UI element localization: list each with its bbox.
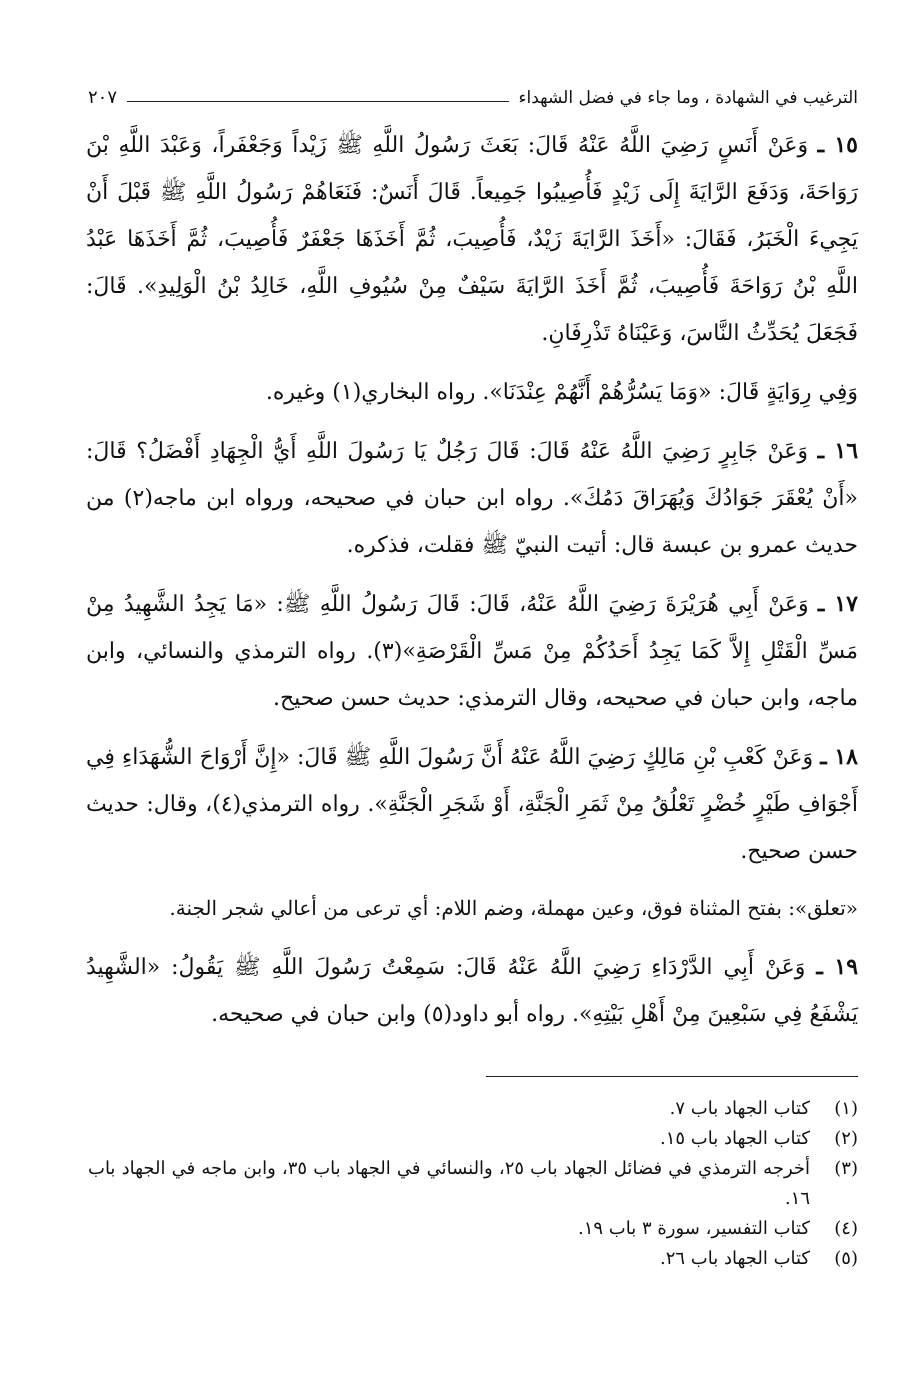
footnote-3 [88, 1154, 858, 1214]
footnote-number: (٤) [834, 1218, 858, 1239]
hadith-15 [86, 122, 858, 357]
header-rule [127, 101, 509, 102]
hadith-text: وَعَنْ جَابِرٍ رَضِيَ اللَّهُ عَنْهُ قَالَ: قَالَ رَجُلٌ يَا رَسُولَ اللَّهِ أَيُّ الْجِهَادِ أَفْضَلُ؟ قَالَ: «أَنْ يُعْقَرَ جَوَادُكَ وَيُهَرَاقَ دَمُكَ». رواه ابن حبان في صحيحه، ورواه ابن ماجه(٢) من حديث عمرو بن عبسة قال: أتيت النبيّ ﷺ فقلت، فذكره. [86, 439, 858, 558]
running-header [88, 78, 858, 108]
hadith-text: وَعَنْ أَبِي الدَّرْدَاءِ رَضِيَ اللَّهُ عَنْهُ قَالَ: سَمِعْتُ رَسُولَ اللَّهِ ﷺ يَقُولُ: «الشَّهِيدُ يَشْفَعُ فِي سَبْعِينَ مِنْ أَهْلِ بَيْتِهِ». رواه أبو داود(٥) وابن حبان في صحيحه. [86, 955, 858, 1027]
footnote-1 [88, 1094, 858, 1124]
hadith-text: وَعَنْ أَبِي هُرَيْرَةَ رَضِيَ اللَّهُ عَنْهُ، قَالَ: قَالَ رَسُولُ اللَّهِ ﷺ: «مَا يَجِدُ الشَّهِيدُ مِنْ مَسِّ الْقَتْلِ إِلاَّ كَمَا يَجِدُ أَحَدُكُمْ مِنْ مَسِّ الْقَرْصَةِ»(٣). رواه الترمذي والنسائي، وابن ماجه، وابن حبان في صحيحه، وقال الترمذي: حديث حسن صحيح. [86, 592, 859, 711]
hadith-text: وَعَنْ أَنَسٍ رَضِيَ اللَّهُ عَنْهُ قَالَ: بَعَثَ رَسُولُ اللَّهِ ﷺ زَيْداً وَجَعْفَراً، وَعَبْدَ اللَّهِ بْنَ رَوَاحَةَ، وَدَفَعَ الرَّايَةَ إِلَى زَيْدٍ فَأُصِيبُوا جَمِيعاً. قَالَ أَنَسٌ: فَنَعَاهُمْ رَسُولُ اللَّهِ ﷺ قَبْلَ أَنْ يَجِيءَ الْخَبَرُ، فَقَالَ: «أَخَذَ الرَّايَةَ زَيْدٌ، فَأُصِيبَ، ثُمَّ أَخَذَهَا جَعْفَرٌ فَأُصِيبَ، ثُمَّ أَخَذَهَا عَبْدُ اللَّهِ بْنُ رَوَاحَةَ فَأُصِيبَ، ثُمَّ أَخَذَ الرَّايَةَ سَيْفٌ مِنْ سُيُوفِ اللَّهِ، خَالِدُ بْنُ الْوَلِيدِ». قَالَ: فَجَعَلَ يُحَدِّثُ النَّاسَ، وَعَيْنَاهُ تَذْرِفَانِ. [86, 133, 858, 346]
footnote-separator [486, 1076, 858, 1077]
page-number: ٢٠٧ [88, 87, 118, 108]
hadith-19 [86, 944, 858, 1038]
hadith-number: ١٥ ـ [817, 132, 858, 158]
hadith-number: ١٧ ـ [817, 591, 858, 617]
footnote-text: أخرجه الترمذي في فضائل الجهاد باب ٢٥، والنسائي في الجهاد باب ٣٥، وابن ماجه في الجهاد باب ١٦. [88, 1158, 811, 1209]
footnote-5 [88, 1244, 858, 1274]
footnote-4 [88, 1214, 858, 1244]
hadith-text: وَفِي رِوَايَةٍ قَالَ: «وَمَا يَسُرُّهُمْ أَنَّهُمْ عِنْدَنَا». رواه البخاري(١) وغيره. [265, 380, 858, 405]
word-explanation: «تعلق»: بفتح المثناة فوق، وعين مهملة، وضم اللام: أي ترعى من أعالي شجر الجنة. [169, 896, 858, 920]
hadith-number: ١٦ ـ [817, 438, 859, 464]
footnote-2 [88, 1124, 858, 1154]
hadith-number: ١٨ ـ [820, 744, 858, 770]
page-body [86, 122, 858, 1050]
footnote-number: (٣) [834, 1158, 858, 1179]
hadith-17 [86, 581, 858, 722]
hadith-18 [86, 734, 858, 875]
footnote-text: كتاب التفسير، سورة ٣ باب ١٩. [578, 1218, 810, 1239]
footnote-text: كتاب الجهاد باب ٧. [669, 1098, 810, 1119]
footnote-text: كتاب الجهاد باب ١٥. [659, 1128, 810, 1149]
hadith-number: ١٩ ـ [816, 954, 859, 980]
footnote-number: (٢) [834, 1128, 858, 1149]
footnote-number: (١) [834, 1098, 858, 1119]
footnotes [88, 1094, 858, 1274]
footnote-text: كتاب الجهاد باب ٢٦. [659, 1248, 810, 1269]
hadith-text: وَعَنْ كَعْبِ بْنِ مَالِكٍ رَضِيَ اللَّهُ عَنْهُ أَنَّ رَسُولَ اللَّهِ ﷺ قَالَ: «إِنَّ أَرْوَاحَ الشُّهَدَاءِ فِي أَجْوَافِ طَيْرٍ خُضْرٍ تَعْلُقُ مِنْ ثَمَرِ الْجَنَّةِ، أَوْ شَجَرِ الْجَنَّةِ». رواه الترمذي(٤)، وقال: حديث حسن صحيح. [86, 745, 858, 864]
hadith-15-variant [86, 369, 858, 416]
chapter-title: الترغيب في الشهادة ، وما جاء في فضل الشهداء [518, 88, 858, 108]
hadith-16 [86, 428, 858, 569]
footnote-number: (٥) [834, 1248, 858, 1269]
